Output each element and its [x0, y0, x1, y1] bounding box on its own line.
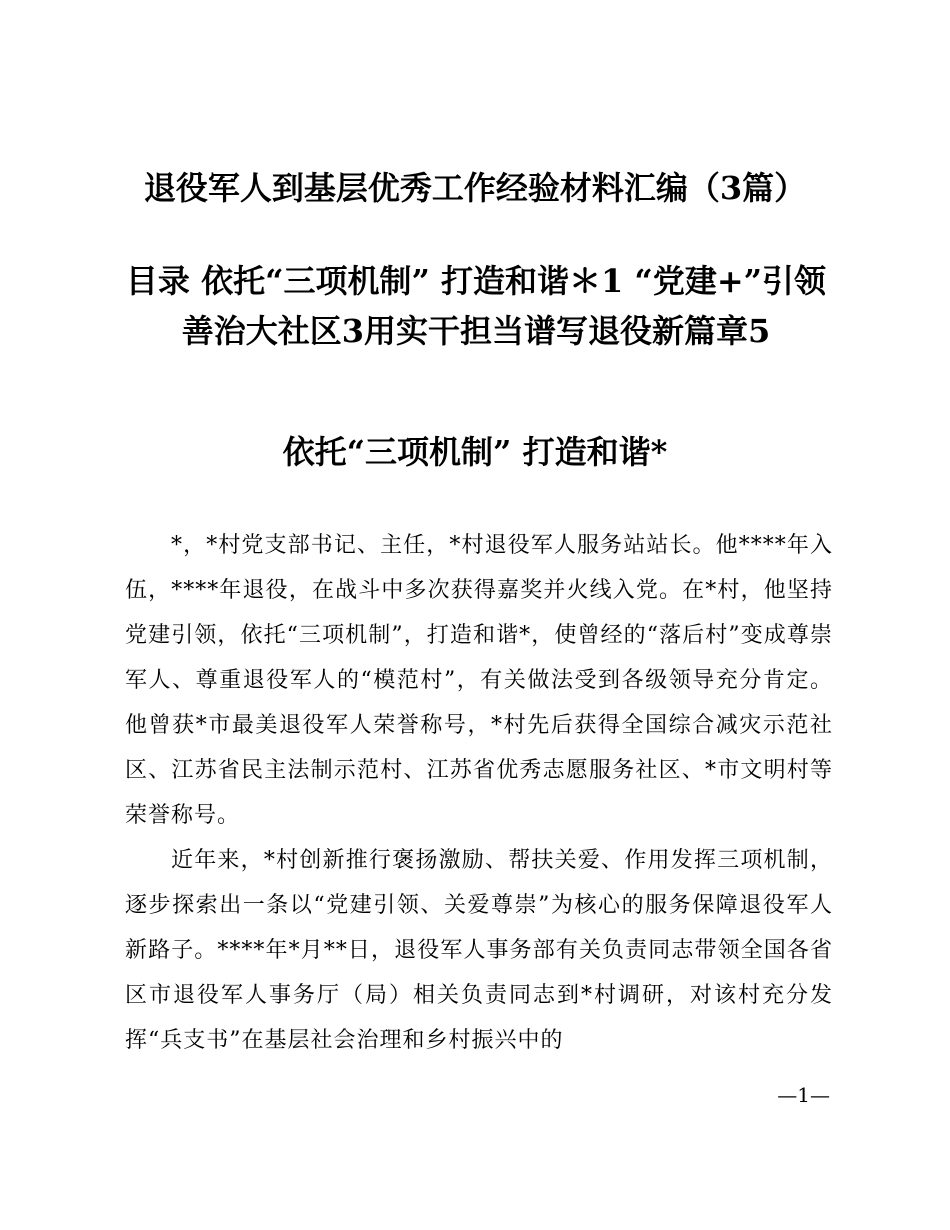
document-title: 退役军人到基层优秀工作经验材料汇编（3篇） — [143, 169, 807, 207]
page-number: —1— — [777, 1083, 830, 1107]
paragraph: 近年来，*村创新推行褒扬激励、帮扶关爱、作用发挥三项机制，逐步探索出一条以“党建引领、关爱尊崇”为核心的服务保障退役军人新路子。****年*月**日，退役军人事务部有关负责同志带领全国各省区市退役军人事务厅（局）相关负责同志到*村调研，对该村充分发挥“兵支书”在基层社会治理和乡村振兴中的 — [125, 848, 833, 1053]
table-of-contents: 目录 依托“三项机制” 打造和谐＊1 “党建+”引领善治大社区3用实干担当谱写退役新篇章5 — [125, 262, 827, 350]
paragraph: *，*村党支部书记、主任，*村退役军人服务站站长。他****年入伍，****年退役，在战斗中多次获得嘉奖并火线入党。在*村，他坚持党建引领，依托“三项机制”，打造和谐*，使曾经的“落后村”变成尊崇军人、尊重退役军人的“模范村”，有关做法受到各级领导充分肯定。他曾获*市最美退役军人荣誉称号，*村先后获得全国综合减灾示范社区、江苏省民主法制示范村、江苏省优秀志愿服务社区、*市文明村等荣誉称号。 — [125, 533, 833, 828]
body-text — [125, 523, 833, 1063]
section-title: 依托“三项机制” 打造和谐* — [282, 433, 668, 471]
